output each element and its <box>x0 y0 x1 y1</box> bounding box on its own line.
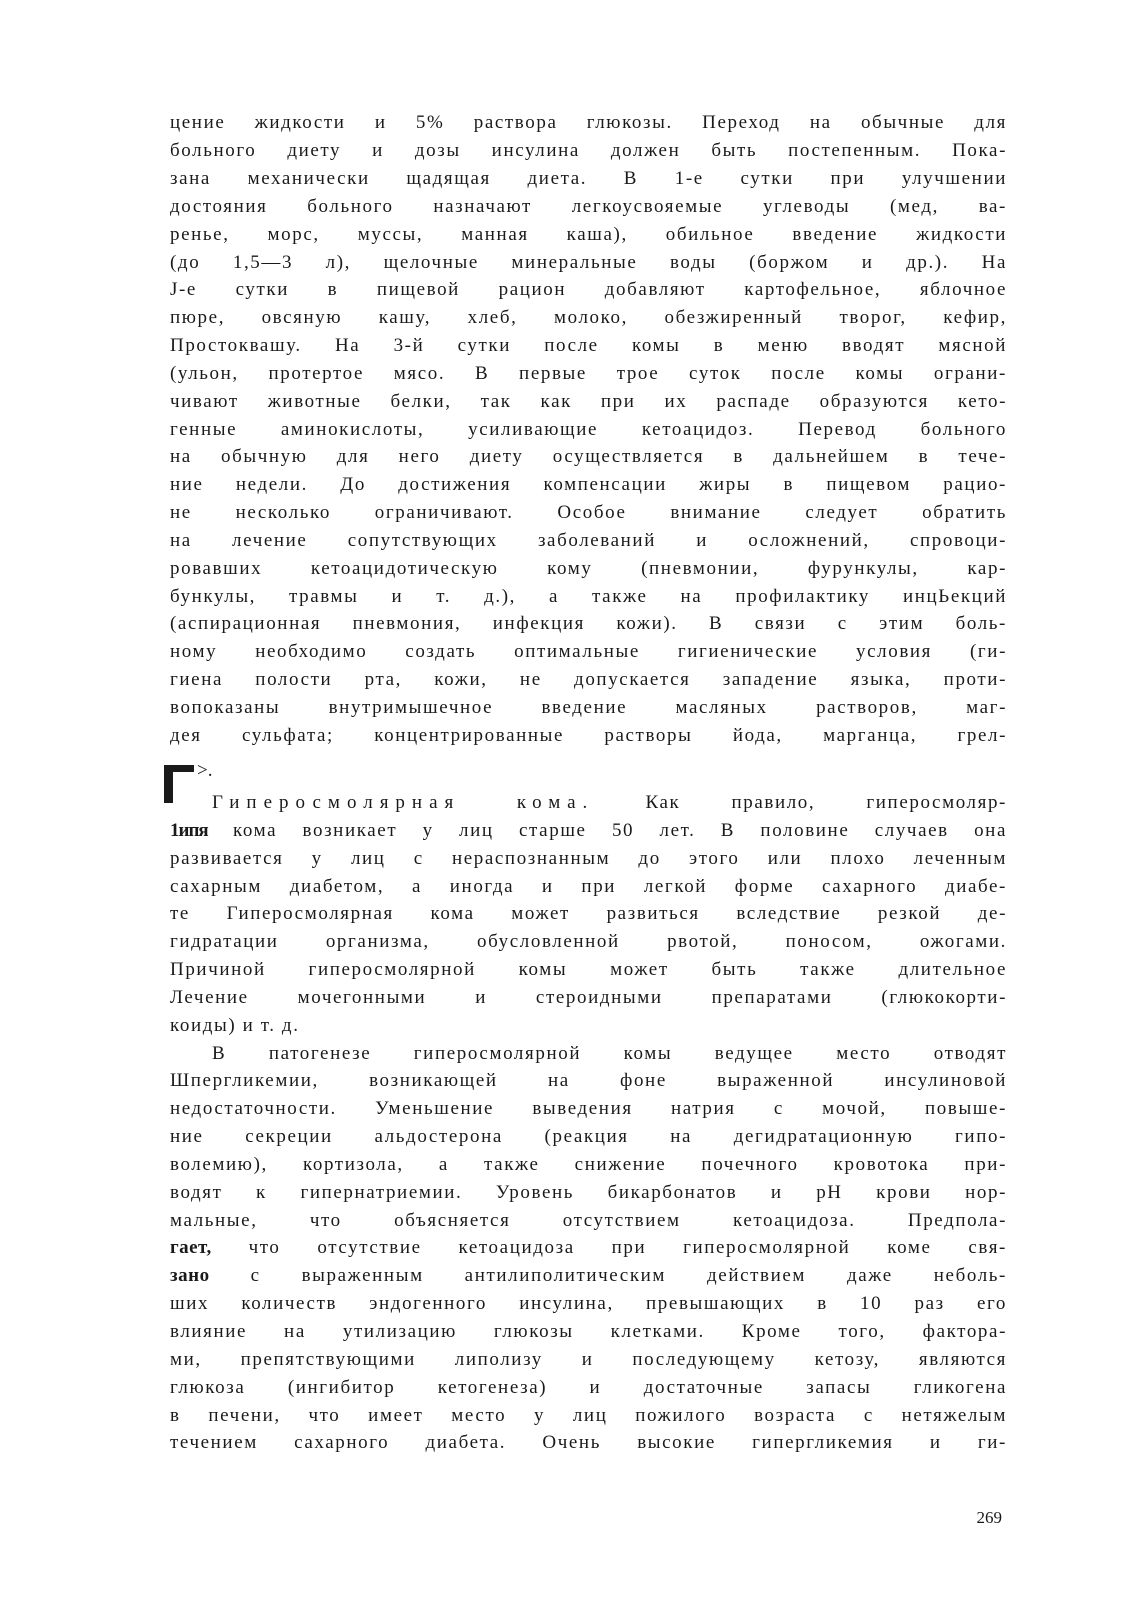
section-heading: Гиперосмолярная кома. <box>212 792 595 813</box>
text-line: вопоказаны внутримышечное введение масляных растворов, маг- <box>170 697 1007 718</box>
text-line: J-е сутки в пищевой рацион добавляют картофельное, яблочное <box>170 279 1007 300</box>
bold-fragment: гает, <box>170 1237 212 1258</box>
text-line: генные аминокислоты, усиливающие кетоацидоз. Перевод больного <box>170 419 1007 440</box>
text-line <box>170 820 1007 842</box>
text-line: коиды) и т. д. <box>170 1015 300 1036</box>
text-line: недостаточности. Уменьшение выведения натрия с мочой, повыше- <box>170 1098 1007 1119</box>
text-line: пюре, овсяную кашу, хлеб, молоко, обезжиренный творог, кефир, <box>170 307 1007 328</box>
section-heading-continuation: Как правило, гиперосмоляр- <box>645 792 1007 813</box>
text-line: развивается у лиц с нераспознанным до этого или плохо леченным <box>170 848 1007 869</box>
text-line: В патогенезе гиперосмолярной комы ведущее место отводят <box>212 1043 1007 1064</box>
text-line: Шпергликемии, возникающей на фоне выраженной инсулиновой <box>170 1070 1007 1091</box>
text-line <box>170 1265 1007 1287</box>
text-line: на обычную для него диету осуществляется в дальнейшем в тече- <box>170 446 1007 467</box>
text-line: влияние на утилизацию глюкозы клетками. Кроме того, фактора- <box>170 1321 1007 1342</box>
text-line: цение жидкости и 5% раствора глюкозы. Переход на обычные для <box>170 112 1007 133</box>
section-first-line <box>212 792 1007 814</box>
text-line: ших количеств эндогенного инсулина, превышающих в 10 раз его <box>170 1293 1007 1314</box>
text-line: гиена полости рта, кожи, не допускается западение языка, проти- <box>170 669 1007 690</box>
text-line: чивают животные белки, так как при их распаде образуются кето- <box>170 391 1007 412</box>
text-line: дея сульфата; концентрированные растворы йода, марганца, грел- <box>170 725 1007 746</box>
text-line: зана механически щадящая диета. В 1-е сутки при улучшении <box>170 168 1007 189</box>
text-line: сахарным диабетом, а иногда и при легкой форме сахарного диабе- <box>170 876 1007 897</box>
text-fragment: что отсутствие кетоацидоза при гиперосмолярной коме свя- <box>248 1237 1007 1258</box>
text-line: Лечение мочегонными и стероидными препаратами (глюкокорти- <box>170 987 1007 1008</box>
text-line: мальные, что объясняется отсутствием кетоацидоза. Предпола- <box>170 1210 1007 1231</box>
text-fragment: с выраженным антилиполитическим действием даже неболь- <box>250 1265 1007 1286</box>
text-line: ровавших кетоацидотическую кому (пневмонии, фурункулы, кар- <box>170 558 1007 579</box>
text-line: ми, препятствующими липолизу и последующему кетозу, являются <box>170 1349 1007 1370</box>
text-line: водят к гипернатриемии. Уровень бикарбонатов и рН крови нор- <box>170 1182 1007 1203</box>
text-line: (аспирационная пневмония, инфекция кожи). В связи с этим боль- <box>170 613 1007 634</box>
text-line: в печени, что имеет место у лиц пожилого возраста с нетяжелым <box>170 1405 1007 1426</box>
text-line: ние недели. До достижения компенсации жиры в пищевом рацио- <box>170 474 1007 495</box>
text-line: ние секреции альдостерона (реакция на дегидратационную гипо- <box>170 1126 1007 1147</box>
bold-fragment: зано <box>170 1265 210 1286</box>
text-fragment: кома возникает у лиц старше 50 лет. В половине случаев она <box>233 820 1007 841</box>
bold-fragment: 1ипя <box>170 820 208 841</box>
text-line: не несколько ограничивают. Особое внимание следует обратить <box>170 502 1007 523</box>
text-line: (до 1,5—3 л), щелочные минеральные воды (боржом и др.). На <box>170 252 1007 273</box>
text-line: ному необходимо создать оптимальные гигиенические условия (ги- <box>170 641 1007 662</box>
text-line: больного диету и дозы инсулина должен быть постепенным. Пока- <box>170 140 1007 161</box>
text-line: на лечение сопутствующих заболеваний и осложнений, спровоци- <box>170 530 1007 551</box>
text-line <box>170 1237 1007 1259</box>
text-line: гидратации организма, обусловленной рвотой, поносом, ожогами. <box>170 931 1007 952</box>
text-line: достояния больного назначают легкоусвояемые углеводы (мед, ва- <box>170 196 1007 217</box>
text-line: те Гиперосмолярная кома может развиться вследствие резкой де- <box>170 903 1007 924</box>
text-line: бункулы, травмы и т. д.), а также на профилактику инцЬекций <box>170 586 1007 607</box>
text-line: (ульон, протертое мясо. В первые трое суток после комы ограни- <box>170 363 1007 384</box>
text-line: Простоквашу. На 3-й сутки после комы в меню вводят мясной <box>170 335 1007 356</box>
text-line: течением сахарного диабета. Очень высокие гипергликемия и ги- <box>170 1432 1007 1453</box>
text-line: ренье, морс, муссы, манная каша), обильное введение жидкости <box>170 224 1007 245</box>
text-line: волемию), кортизола, а также снижение почечного кровотока при- <box>170 1154 1007 1175</box>
scan-corner-mark <box>164 765 194 803</box>
text-line: Причиной гиперосмолярной комы может быть также длительное <box>170 959 1007 980</box>
scan-artifact-text: >. <box>197 760 213 781</box>
page-number: 269 <box>976 1508 1002 1527</box>
text-line: глюкоза (ингибитор кетогенеза) и достаточные запасы гликогена <box>170 1377 1007 1398</box>
